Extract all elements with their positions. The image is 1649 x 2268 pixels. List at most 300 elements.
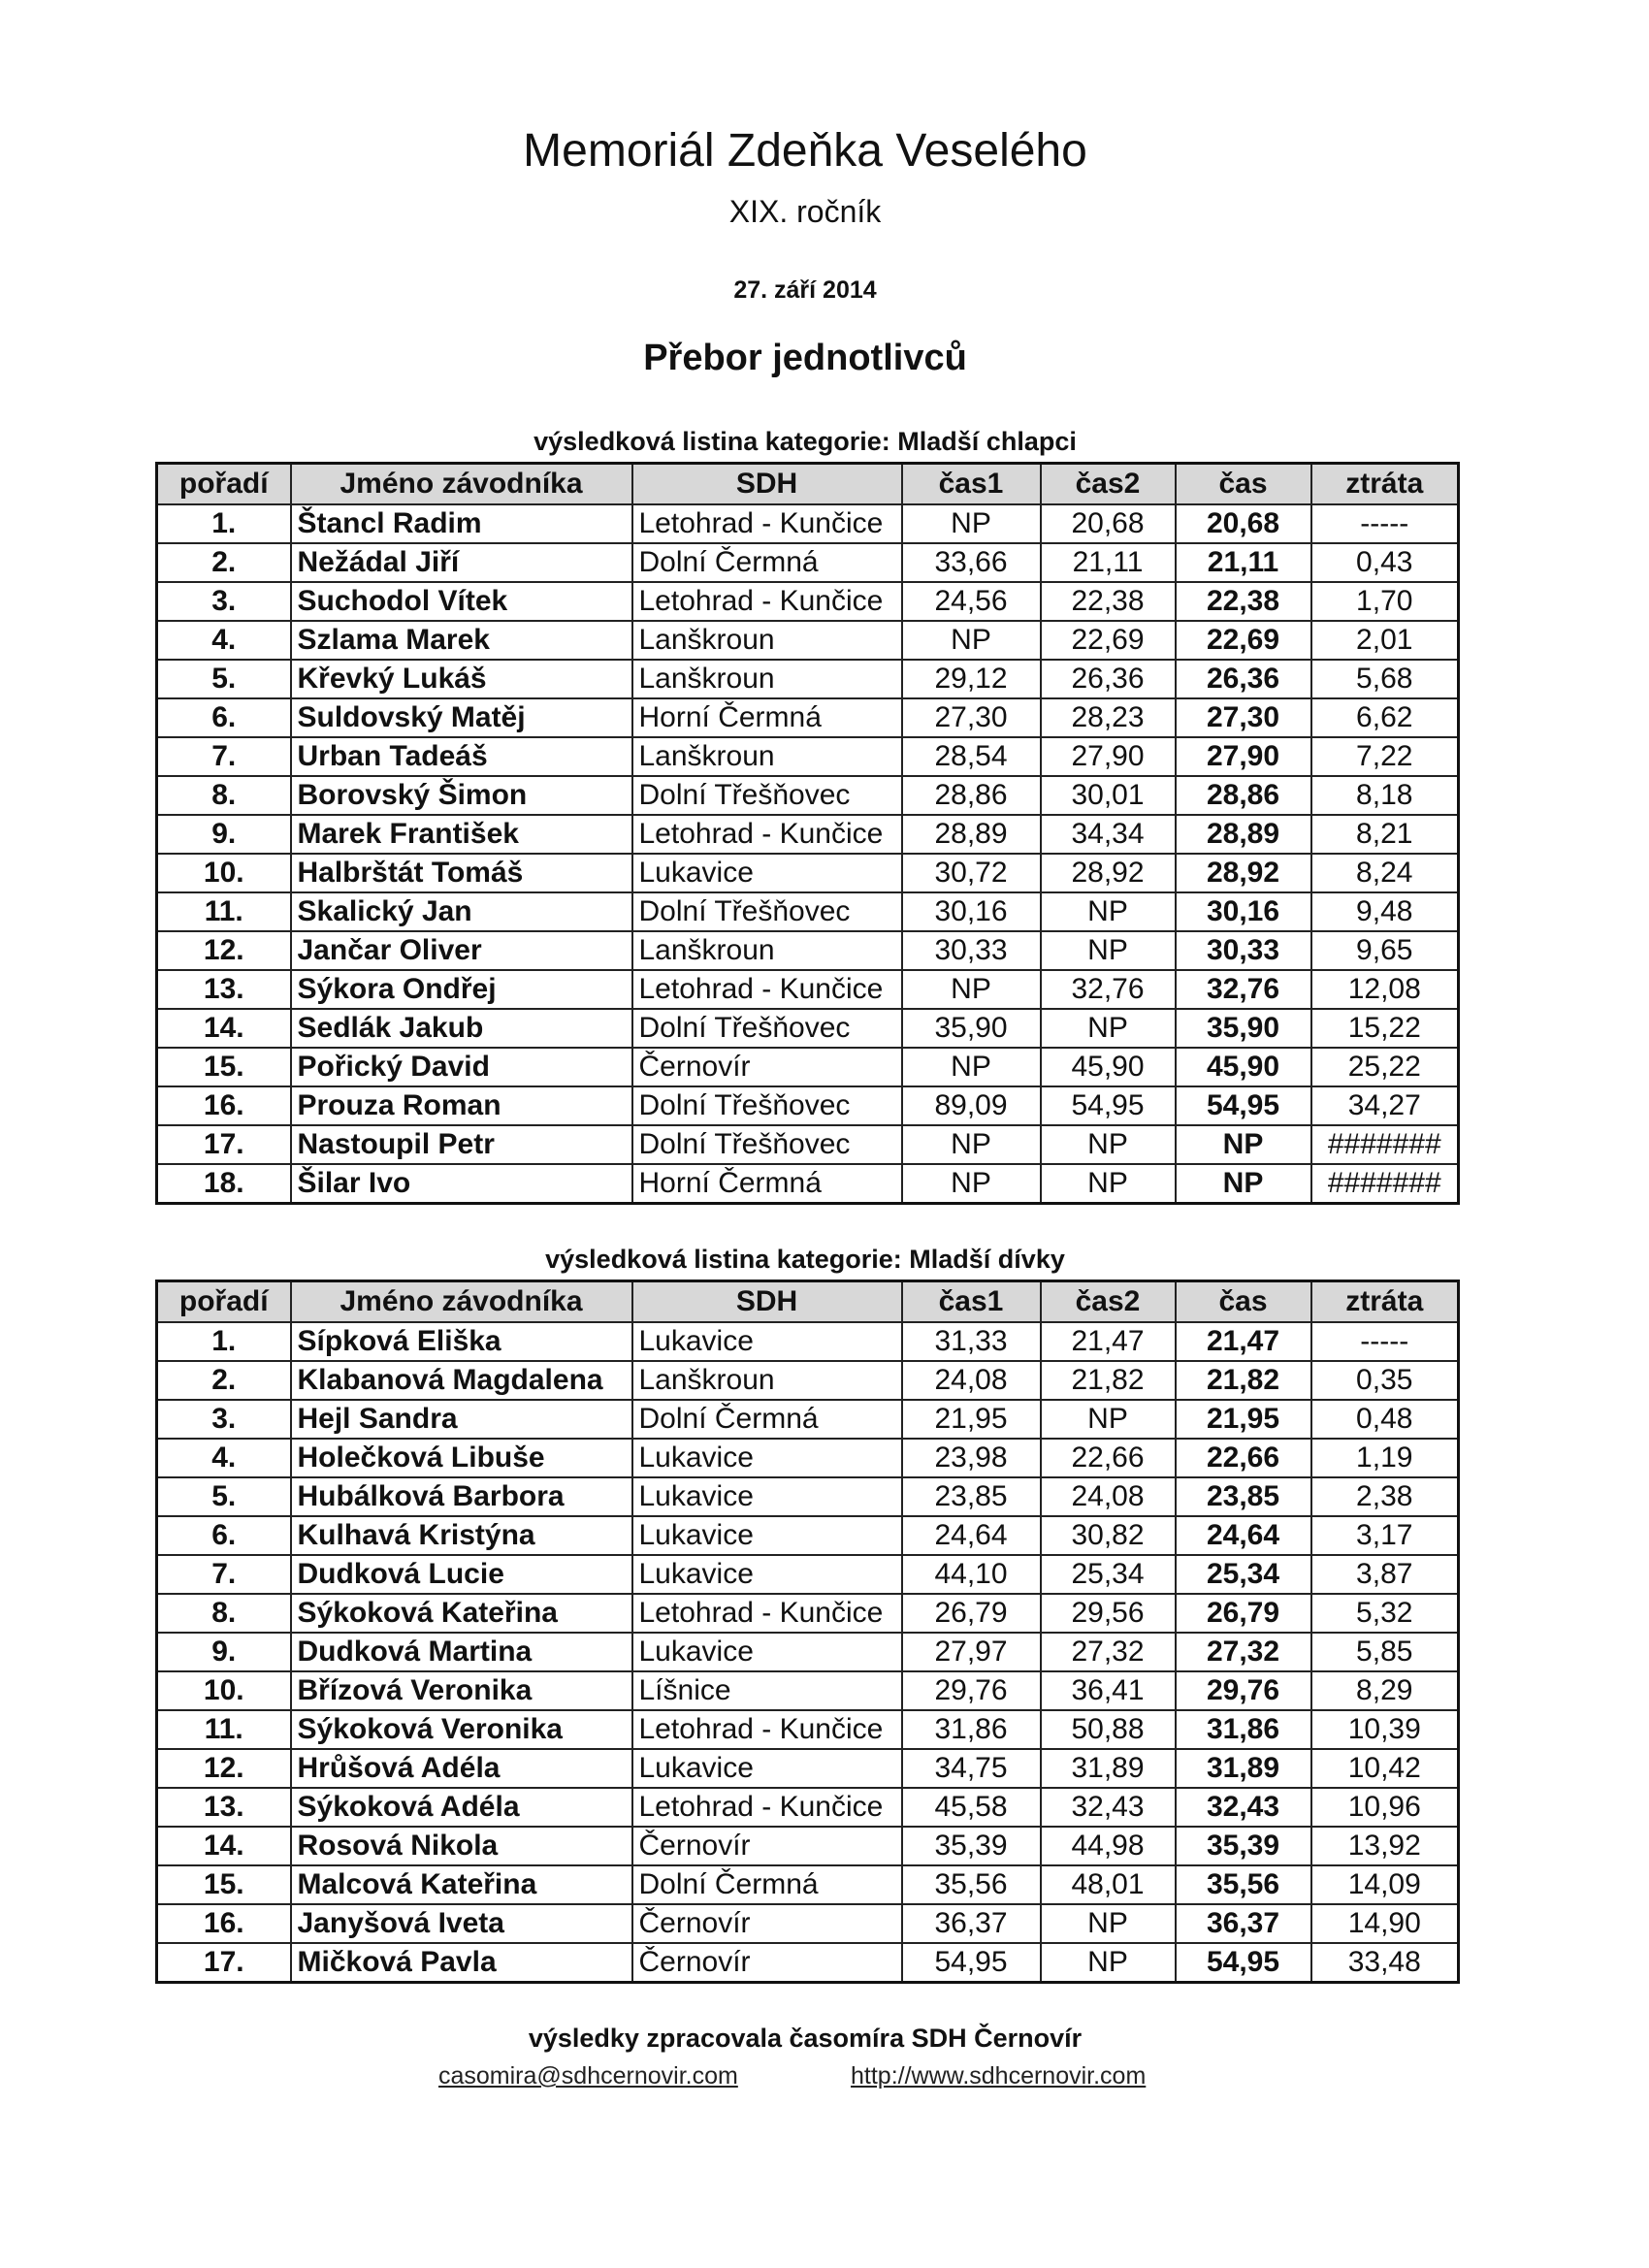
- table-row: [157, 1048, 1459, 1086]
- club-cell: Lanškroun: [632, 621, 902, 660]
- time2-cell: NP: [1041, 1125, 1176, 1164]
- name-cell: Jančar Oliver: [291, 931, 632, 970]
- name-cell: Nastoupil Petr: [291, 1125, 632, 1164]
- club-cell: Lukavice: [632, 854, 902, 892]
- table-row: [157, 1904, 1459, 1943]
- best-time-cell: 27,32: [1176, 1633, 1311, 1671]
- time1-cell: 30,16: [902, 892, 1041, 931]
- time2-cell: NP: [1041, 1164, 1176, 1204]
- loss-cell: 34,27: [1311, 1086, 1459, 1125]
- club-cell: Dolní Třešňovec: [632, 892, 902, 931]
- rank-cell: 1.: [157, 504, 291, 543]
- rank-cell: 4.: [157, 1439, 291, 1477]
- best-time-cell: 30,16: [1176, 892, 1311, 931]
- best-time-cell: 27,90: [1176, 737, 1311, 776]
- table-row: [157, 660, 1459, 698]
- time1-cell: 24,08: [902, 1361, 1041, 1400]
- loss-cell: 2,38: [1311, 1477, 1459, 1516]
- name-cell: Skalický Jan: [291, 892, 632, 931]
- club-cell: Horní Čermná: [632, 1164, 902, 1204]
- club-cell: Dolní Třešňovec: [632, 1086, 902, 1125]
- best-time-cell: 35,39: [1176, 1827, 1311, 1865]
- col-name-header: Jméno závodníka: [291, 1281, 632, 1323]
- name-cell: Urban Tadeáš: [291, 737, 632, 776]
- time2-cell: 25,34: [1041, 1555, 1176, 1594]
- table-row: [157, 1710, 1459, 1749]
- best-time-cell: 22,38: [1176, 582, 1311, 621]
- table-row: [157, 1943, 1459, 1983]
- loss-cell: 9,48: [1311, 892, 1459, 931]
- club-cell: Lanškroun: [632, 1361, 902, 1400]
- rank-cell: 10.: [157, 1671, 291, 1710]
- club-cell: Lukavice: [632, 1555, 902, 1594]
- time1-cell: 27,97: [902, 1633, 1041, 1671]
- table-row: [157, 1633, 1459, 1671]
- best-time-cell: 35,56: [1176, 1865, 1311, 1904]
- rank-cell: 7.: [157, 1555, 291, 1594]
- time1-cell: 30,72: [902, 854, 1041, 892]
- club-cell: Horní Čermná: [632, 698, 902, 737]
- name-cell: Sedlák Jakub: [291, 1009, 632, 1048]
- name-cell: Nežádal Jiří: [291, 543, 632, 582]
- rank-cell: 2.: [157, 543, 291, 582]
- loss-cell: 9,65: [1311, 931, 1459, 970]
- loss-cell: 8,29: [1311, 1671, 1459, 1710]
- table-row: [157, 1516, 1459, 1555]
- loss-cell: 3,87: [1311, 1555, 1459, 1594]
- rank-cell: 15.: [157, 1865, 291, 1904]
- club-cell: Dolní Třešňovec: [632, 1009, 902, 1048]
- best-time-cell: 29,76: [1176, 1671, 1311, 1710]
- time2-cell: 28,23: [1041, 698, 1176, 737]
- best-time-cell: 36,37: [1176, 1904, 1311, 1943]
- rank-cell: 8.: [157, 1594, 291, 1633]
- time1-cell: 36,37: [902, 1904, 1041, 1943]
- club-cell: Černovír: [632, 1827, 902, 1865]
- time2-cell: 36,41: [1041, 1671, 1176, 1710]
- col-loss-header: ztráta: [1311, 1281, 1459, 1323]
- time1-cell: 24,64: [902, 1516, 1041, 1555]
- loss-cell: 8,24: [1311, 854, 1459, 892]
- table-row: [157, 1865, 1459, 1904]
- col-time2-header: čas2: [1041, 464, 1176, 505]
- time1-cell: 33,66: [902, 543, 1041, 582]
- table-row: [157, 582, 1459, 621]
- loss-cell: 14,09: [1311, 1865, 1459, 1904]
- name-cell: Marek František: [291, 815, 632, 854]
- rank-cell: 5.: [157, 1477, 291, 1516]
- rank-cell: 5.: [157, 660, 291, 698]
- time1-cell: 54,95: [902, 1943, 1041, 1983]
- time1-cell: 23,98: [902, 1439, 1041, 1477]
- loss-cell: 5,68: [1311, 660, 1459, 698]
- rank-cell: 4.: [157, 621, 291, 660]
- best-time-cell: 24,64: [1176, 1516, 1311, 1555]
- name-cell: Rosová Nikola: [291, 1827, 632, 1865]
- name-cell: Malcová Kateřina: [291, 1865, 632, 1904]
- time2-cell: 27,90: [1041, 737, 1176, 776]
- time1-cell: 31,86: [902, 1710, 1041, 1749]
- loss-cell: 15,22: [1311, 1009, 1459, 1048]
- loss-cell: 10,42: [1311, 1749, 1459, 1788]
- club-cell: Dolní Třešňovec: [632, 1125, 902, 1164]
- rank-cell: 17.: [157, 1943, 291, 1983]
- time1-cell: 89,09: [902, 1086, 1041, 1125]
- club-cell: Letohrad - Kunčice: [632, 815, 902, 854]
- best-time-cell: 21,47: [1176, 1322, 1311, 1361]
- loss-cell: #######: [1311, 1164, 1459, 1204]
- table-row: [157, 815, 1459, 854]
- table-row: [157, 1322, 1459, 1361]
- table-row: [157, 1477, 1459, 1516]
- loss-cell: 8,21: [1311, 815, 1459, 854]
- time2-cell: 20,68: [1041, 504, 1176, 543]
- club-cell: Dolní Třešňovec: [632, 776, 902, 815]
- rank-cell: 2.: [157, 1361, 291, 1400]
- table-row: [157, 1164, 1459, 1204]
- girls-results-table: [155, 1280, 1460, 1984]
- rank-cell: 18.: [157, 1164, 291, 1204]
- name-cell: Suldovský Matěj: [291, 698, 632, 737]
- name-cell: Janyšová Iveta: [291, 1904, 632, 1943]
- table-row: [157, 1749, 1459, 1788]
- time2-cell: NP: [1041, 931, 1176, 970]
- best-time-cell: 28,89: [1176, 815, 1311, 854]
- club-cell: Letohrad - Kunčice: [632, 1788, 902, 1827]
- time1-cell: 28,54: [902, 737, 1041, 776]
- processed-by-note: výsledky zpracovala časomíra SDH Černovír: [528, 2024, 1083, 2053]
- boys-caption: výsledková listina kategorie: Mladší chlapci: [534, 427, 1077, 456]
- rank-cell: 12.: [157, 931, 291, 970]
- best-time-cell: 21,82: [1176, 1361, 1311, 1400]
- col-club-header: SDH: [632, 464, 902, 505]
- best-time-cell: 28,92: [1176, 854, 1311, 892]
- name-cell: Sýkoková Veronika: [291, 1710, 632, 1749]
- time2-cell: 45,90: [1041, 1048, 1176, 1086]
- rank-cell: 13.: [157, 1788, 291, 1827]
- loss-cell: 5,85: [1311, 1633, 1459, 1671]
- time2-cell: 30,01: [1041, 776, 1176, 815]
- rank-cell: 13.: [157, 970, 291, 1009]
- time2-cell: 30,82: [1041, 1516, 1176, 1555]
- loss-cell: 8,18: [1311, 776, 1459, 815]
- table-row: [157, 1086, 1459, 1125]
- name-cell: Sýkora Ondřej: [291, 970, 632, 1009]
- loss-cell: 0,35: [1311, 1361, 1459, 1400]
- time2-cell: NP: [1041, 1400, 1176, 1439]
- table-row: [157, 970, 1459, 1009]
- table-row: [157, 504, 1459, 543]
- table-row: [157, 543, 1459, 582]
- website-link[interactable]: http://www.sdhcernovir.com: [851, 2062, 1147, 2090]
- best-time-cell: 25,34: [1176, 1555, 1311, 1594]
- table-row: [157, 776, 1459, 815]
- rank-cell: 6.: [157, 1516, 291, 1555]
- loss-cell: 2,01: [1311, 621, 1459, 660]
- loss-cell: 10,96: [1311, 1788, 1459, 1827]
- col-club-header: SDH: [632, 1281, 902, 1323]
- time2-cell: 24,08: [1041, 1477, 1176, 1516]
- name-cell: Sípková Eliška: [291, 1322, 632, 1361]
- loss-cell: 0,43: [1311, 543, 1459, 582]
- email-link[interactable]: casomira@sdhcernovir.com: [438, 2062, 738, 2090]
- best-time-cell: 54,95: [1176, 1943, 1311, 1983]
- rank-cell: 17.: [157, 1125, 291, 1164]
- time2-cell: 27,32: [1041, 1633, 1176, 1671]
- time2-cell: 28,92: [1041, 854, 1176, 892]
- table-row: [157, 1400, 1459, 1439]
- loss-cell: 1,70: [1311, 582, 1459, 621]
- best-time-cell: 26,36: [1176, 660, 1311, 698]
- time2-cell: 22,69: [1041, 621, 1176, 660]
- header-row: [157, 1281, 1459, 1323]
- time1-cell: 28,86: [902, 776, 1041, 815]
- time1-cell: 27,30: [902, 698, 1041, 737]
- best-time-cell: 31,86: [1176, 1710, 1311, 1749]
- time1-cell: 29,76: [902, 1671, 1041, 1710]
- rank-cell: 9.: [157, 1633, 291, 1671]
- rank-cell: 14.: [157, 1009, 291, 1048]
- best-time-cell: NP: [1176, 1125, 1311, 1164]
- table-row: [157, 931, 1459, 970]
- name-cell: Šilar Ivo: [291, 1164, 632, 1204]
- time1-cell: 30,33: [902, 931, 1041, 970]
- col-time1-header: čas1: [902, 1281, 1041, 1323]
- time2-cell: 21,11: [1041, 543, 1176, 582]
- name-cell: Borovský Šimon: [291, 776, 632, 815]
- best-time-cell: 22,69: [1176, 621, 1311, 660]
- table-row: [157, 854, 1459, 892]
- name-cell: Štancl Radim: [291, 504, 632, 543]
- club-cell: Lanškroun: [632, 660, 902, 698]
- club-cell: Letohrad - Kunčice: [632, 1710, 902, 1749]
- header-row: [157, 464, 1459, 505]
- event-date: 27. září 2014: [733, 276, 877, 304]
- table-row: [157, 1009, 1459, 1048]
- time2-cell: NP: [1041, 1904, 1176, 1943]
- name-cell: Suchodol Vítek: [291, 582, 632, 621]
- loss-cell: 7,22: [1311, 737, 1459, 776]
- rank-cell: 10.: [157, 854, 291, 892]
- rank-cell: 11.: [157, 892, 291, 931]
- time1-cell: 23,85: [902, 1477, 1041, 1516]
- col-best-header: čas: [1176, 464, 1311, 505]
- name-cell: Sýkoková Adéla: [291, 1788, 632, 1827]
- col-best-header: čas: [1176, 1281, 1311, 1323]
- club-cell: Lukavice: [632, 1477, 902, 1516]
- best-time-cell: 23,85: [1176, 1477, 1311, 1516]
- time2-cell: NP: [1041, 1943, 1176, 1983]
- club-cell: Letohrad - Kunčice: [632, 504, 902, 543]
- best-time-cell: NP: [1176, 1164, 1311, 1204]
- loss-cell: 6,62: [1311, 698, 1459, 737]
- time1-cell: NP: [902, 1048, 1041, 1086]
- rank-cell: 11.: [157, 1710, 291, 1749]
- time1-cell: 26,79: [902, 1594, 1041, 1633]
- time1-cell: NP: [902, 970, 1041, 1009]
- loss-cell: 12,08: [1311, 970, 1459, 1009]
- name-cell: Křevký Lukáš: [291, 660, 632, 698]
- best-time-cell: 45,90: [1176, 1048, 1311, 1086]
- time2-cell: 50,88: [1041, 1710, 1176, 1749]
- time1-cell: 29,12: [902, 660, 1041, 698]
- loss-cell: 1,19: [1311, 1439, 1459, 1477]
- name-cell: Hrůšová Adéla: [291, 1749, 632, 1788]
- time1-cell: NP: [902, 504, 1041, 543]
- time1-cell: 24,56: [902, 582, 1041, 621]
- time2-cell: 22,38: [1041, 582, 1176, 621]
- club-cell: Lukavice: [632, 1749, 902, 1788]
- competition-heading: Přebor jednotlivců: [643, 338, 967, 378]
- best-time-cell: 31,89: [1176, 1749, 1311, 1788]
- loss-cell: 25,22: [1311, 1048, 1459, 1086]
- time2-cell: 31,89: [1041, 1749, 1176, 1788]
- best-time-cell: 32,76: [1176, 970, 1311, 1009]
- name-cell: Břízová Veronika: [291, 1671, 632, 1710]
- name-cell: Halbrštát Tomáš: [291, 854, 632, 892]
- time2-cell: 34,34: [1041, 815, 1176, 854]
- name-cell: Prouza Roman: [291, 1086, 632, 1125]
- time1-cell: 28,89: [902, 815, 1041, 854]
- col-time1-header: čas1: [902, 464, 1041, 505]
- best-time-cell: 28,86: [1176, 776, 1311, 815]
- best-time-cell: 26,79: [1176, 1594, 1311, 1633]
- col-rank-header: pořadí: [157, 1281, 291, 1323]
- name-cell: Klabanová Magdalena: [291, 1361, 632, 1400]
- loss-cell: 14,90: [1311, 1904, 1459, 1943]
- club-cell: Lanškroun: [632, 737, 902, 776]
- name-cell: Pořický David: [291, 1048, 632, 1086]
- time1-cell: 31,33: [902, 1322, 1041, 1361]
- club-cell: Černovír: [632, 1943, 902, 1983]
- best-time-cell: 35,90: [1176, 1009, 1311, 1048]
- col-loss-header: ztráta: [1311, 464, 1459, 505]
- col-time2-header: čas2: [1041, 1281, 1176, 1323]
- table-row: [157, 1671, 1459, 1710]
- rank-cell: 15.: [157, 1048, 291, 1086]
- loss-cell: -----: [1311, 1322, 1459, 1361]
- time2-cell: 32,43: [1041, 1788, 1176, 1827]
- best-time-cell: 54,95: [1176, 1086, 1311, 1125]
- best-time-cell: 27,30: [1176, 698, 1311, 737]
- name-cell: Szlama Marek: [291, 621, 632, 660]
- time2-cell: 22,66: [1041, 1439, 1176, 1477]
- loss-cell: 0,48: [1311, 1400, 1459, 1439]
- club-cell: Lukavice: [632, 1633, 902, 1671]
- loss-cell: -----: [1311, 504, 1459, 543]
- name-cell: Dudková Martina: [291, 1633, 632, 1671]
- club-cell: Lukavice: [632, 1516, 902, 1555]
- club-cell: Líšnice: [632, 1671, 902, 1710]
- name-cell: Sýkoková Kateřina: [291, 1594, 632, 1633]
- club-cell: Lanškroun: [632, 931, 902, 970]
- time1-cell: 35,56: [902, 1865, 1041, 1904]
- club-cell: Černovír: [632, 1048, 902, 1086]
- rank-cell: 16.: [157, 1086, 291, 1125]
- name-cell: Dudková Lucie: [291, 1555, 632, 1594]
- rank-cell: 3.: [157, 1400, 291, 1439]
- rank-cell: 9.: [157, 815, 291, 854]
- time2-cell: 44,98: [1041, 1827, 1176, 1865]
- table-row: [157, 1125, 1459, 1164]
- club-cell: Lukavice: [632, 1439, 902, 1477]
- table-row: [157, 1555, 1459, 1594]
- time2-cell: 48,01: [1041, 1865, 1176, 1904]
- document-title: Memoriál Zdeňka Veselého: [523, 125, 1087, 177]
- table-row: [157, 1594, 1459, 1633]
- rank-cell: 16.: [157, 1904, 291, 1943]
- name-cell: Holečková Libuše: [291, 1439, 632, 1477]
- rank-cell: 8.: [157, 776, 291, 815]
- best-time-cell: 22,66: [1176, 1439, 1311, 1477]
- edition-label: XIX. ročník: [728, 194, 882, 229]
- time1-cell: 34,75: [902, 1749, 1041, 1788]
- loss-cell: #######: [1311, 1125, 1459, 1164]
- time2-cell: 26,36: [1041, 660, 1176, 698]
- table-row: [157, 1827, 1459, 1865]
- time1-cell: 35,39: [902, 1827, 1041, 1865]
- club-cell: Dolní Čermná: [632, 543, 902, 582]
- time1-cell: 45,58: [902, 1788, 1041, 1827]
- name-cell: Hubálková Barbora: [291, 1477, 632, 1516]
- col-name-header: Jméno závodníka: [291, 464, 632, 505]
- time2-cell: NP: [1041, 1009, 1176, 1048]
- time2-cell: 29,56: [1041, 1594, 1176, 1633]
- loss-cell: 5,32: [1311, 1594, 1459, 1633]
- rank-cell: 1.: [157, 1322, 291, 1361]
- name-cell: Mičková Pavla: [291, 1943, 632, 1983]
- time1-cell: NP: [902, 621, 1041, 660]
- rank-cell: 3.: [157, 582, 291, 621]
- table-row: [157, 892, 1459, 931]
- loss-cell: 33,48: [1311, 1943, 1459, 1983]
- club-cell: Lukavice: [632, 1322, 902, 1361]
- table-row: [157, 1788, 1459, 1827]
- loss-cell: 10,39: [1311, 1710, 1459, 1749]
- rank-cell: 6.: [157, 698, 291, 737]
- club-cell: Letohrad - Kunčice: [632, 1594, 902, 1633]
- table-row: [157, 1439, 1459, 1477]
- club-cell: Dolní Čermná: [632, 1865, 902, 1904]
- name-cell: Kulhavá Kristýna: [291, 1516, 632, 1555]
- loss-cell: 3,17: [1311, 1516, 1459, 1555]
- rank-cell: 12.: [157, 1749, 291, 1788]
- loss-cell: 13,92: [1311, 1827, 1459, 1865]
- club-cell: Černovír: [632, 1904, 902, 1943]
- time1-cell: NP: [902, 1125, 1041, 1164]
- club-cell: Letohrad - Kunčice: [632, 970, 902, 1009]
- time2-cell: 32,76: [1041, 970, 1176, 1009]
- best-time-cell: 21,95: [1176, 1400, 1311, 1439]
- rank-cell: 7.: [157, 737, 291, 776]
- rank-cell: 14.: [157, 1827, 291, 1865]
- time1-cell: 44,10: [902, 1555, 1041, 1594]
- best-time-cell: 20,68: [1176, 504, 1311, 543]
- time1-cell: NP: [902, 1164, 1041, 1204]
- club-cell: Dolní Čermná: [632, 1400, 902, 1439]
- time2-cell: 21,82: [1041, 1361, 1176, 1400]
- time2-cell: 21,47: [1041, 1322, 1176, 1361]
- girls-caption: výsledková listina kategorie: Mladší dívky: [545, 1245, 1065, 1274]
- club-cell: Letohrad - Kunčice: [632, 582, 902, 621]
- col-rank-header: pořadí: [157, 464, 291, 505]
- time1-cell: 35,90: [902, 1009, 1041, 1048]
- best-time-cell: 30,33: [1176, 931, 1311, 970]
- time2-cell: 54,95: [1041, 1086, 1176, 1125]
- table-row: [157, 621, 1459, 660]
- best-time-cell: 21,11: [1176, 543, 1311, 582]
- name-cell: Hejl Sandra: [291, 1400, 632, 1439]
